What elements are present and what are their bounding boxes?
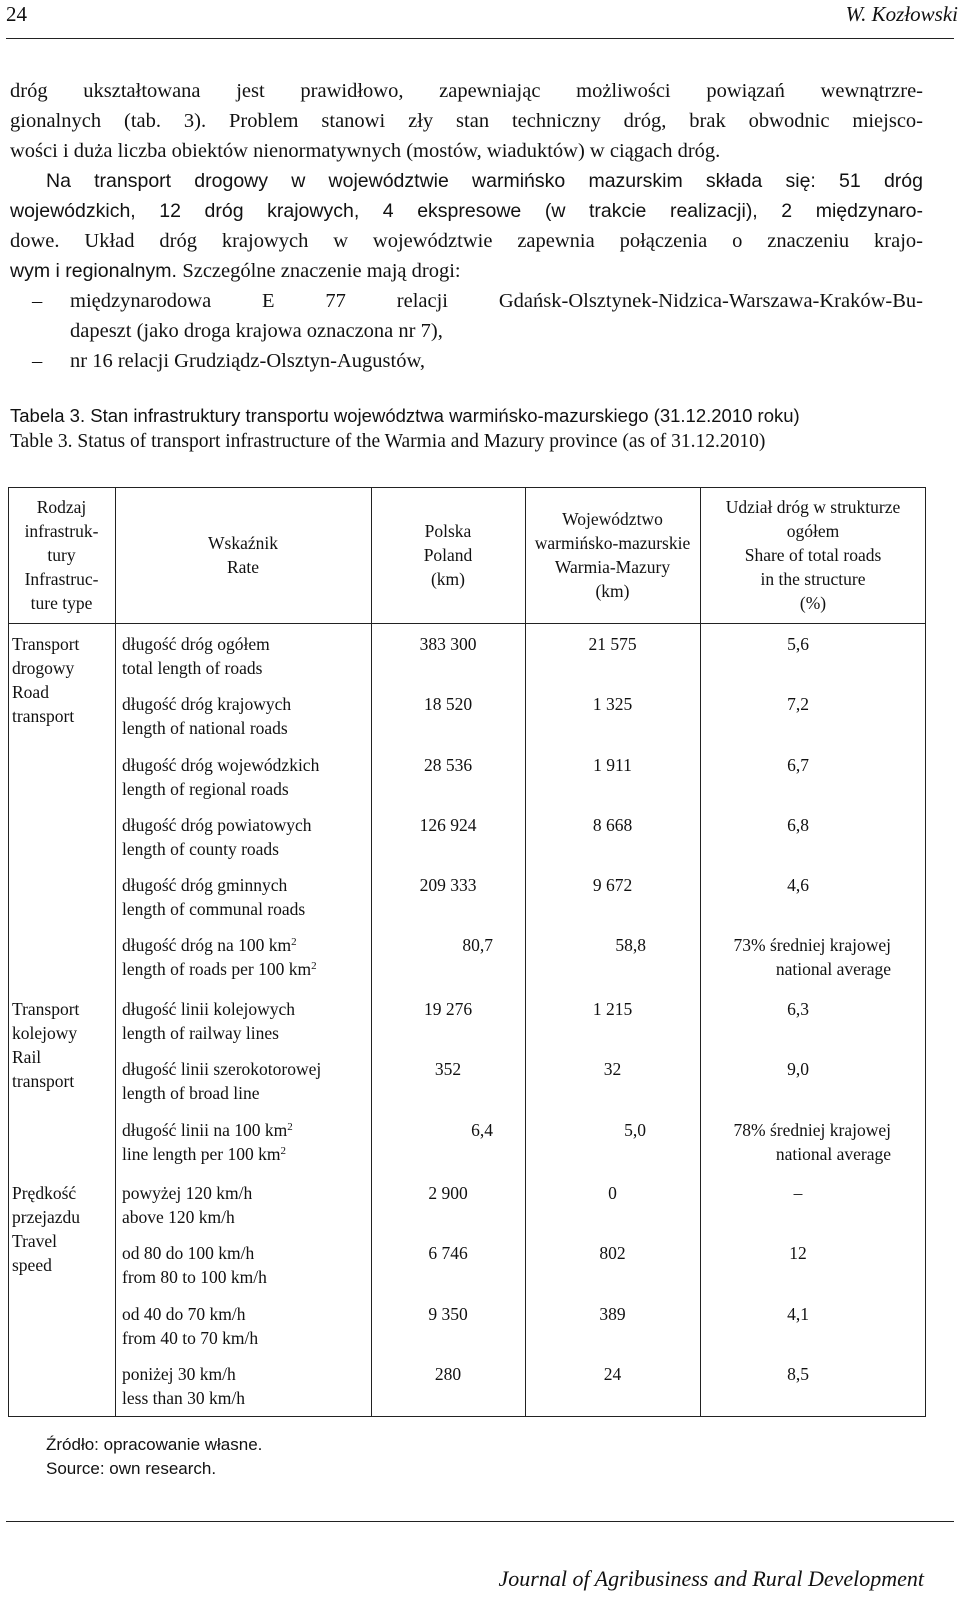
- group-line: Transport: [12, 634, 80, 654]
- rate-pl: [122, 1181, 252, 1205]
- poland-value: 80,7: [462, 935, 493, 955]
- list-item: [10, 286, 923, 346]
- group-line: Travel: [12, 1231, 58, 1251]
- rate-pl-text: długość dróg gminnych: [122, 875, 288, 895]
- table-source: [46, 1433, 262, 1481]
- header-share: [701, 495, 925, 615]
- rate-en-text: length of communal roads: [122, 899, 306, 919]
- paragraph-1: [10, 76, 923, 166]
- source-en: Source: own research.: [46, 1459, 217, 1478]
- text-line: dróg ukształtowana jest prawidłowo, zapewniając możliwości powiązań wewnątrzre-: [10, 80, 923, 102]
- rate-pl-text: długość linii kolejowych: [122, 999, 296, 1019]
- voivodeship-value: 8 668: [592, 815, 633, 835]
- rate-pl-text: od 80 do 100 km/h: [122, 1243, 255, 1263]
- rate-pl-text: długość dróg ogółem: [122, 634, 270, 654]
- share-value: 6,8: [787, 815, 809, 835]
- share-line: national average: [775, 1144, 891, 1164]
- group-line: speed: [12, 1255, 52, 1275]
- header-line: Poland: [423, 545, 473, 565]
- rate-en: [122, 656, 270, 680]
- poland-value: 6,4: [471, 1120, 493, 1140]
- list-item: [10, 346, 923, 376]
- group-line: transport: [12, 706, 75, 726]
- voivodeship-value: 0: [608, 1183, 617, 1203]
- table-caption-pl: Tabela 3. Stan infrastruktury transportu województwa warmińsko-mazurskiego (31.12.2010 roku): [10, 405, 800, 426]
- rate-pl-text: długość linii szerokotorowej: [122, 1059, 322, 1079]
- rate-en-text: line length per 100 km: [122, 1144, 281, 1164]
- rate-pl: [122, 873, 305, 897]
- rate-en-text: length of national roads: [122, 718, 288, 738]
- voivodeship-value: 802: [599, 1243, 626, 1263]
- share-value: 7,2: [787, 694, 809, 714]
- voivodeship-value: 24: [603, 1364, 622, 1384]
- voivodeship-value: 9 672: [592, 875, 633, 895]
- voivodeship-value: 58,8: [615, 935, 646, 955]
- rate-cell: [122, 997, 295, 1045]
- header-line: infrastruk-: [24, 521, 99, 541]
- running-head: W. Kozłowski: [845, 2, 958, 26]
- share-value: 9,0: [787, 1059, 809, 1079]
- rate-pl: [122, 1118, 293, 1142]
- bullet-dash: –: [32, 290, 43, 312]
- journal-title: Journal of Agribusiness and Rural Development: [498, 1566, 924, 1591]
- group-line: transport: [12, 1071, 75, 1091]
- group-line: przejazdu: [12, 1207, 81, 1227]
- share-value: [701, 933, 891, 981]
- header-voivodeship: [526, 507, 699, 603]
- voivodeship-value: 5,0: [624, 1120, 646, 1140]
- rate-pl-text: długość dróg krajowych: [122, 694, 292, 714]
- header-line: Rodzaj: [36, 497, 87, 517]
- group-line: Road: [12, 682, 49, 702]
- footer-rule: [6, 1521, 954, 1522]
- rate-en-text: above 120 km/h: [122, 1207, 235, 1227]
- rate-cell: [122, 753, 319, 801]
- share-value: 6,3: [787, 999, 809, 1019]
- paragraph-2: [10, 166, 923, 286]
- rate-en: [122, 777, 319, 801]
- poland-value: 352: [434, 1059, 462, 1079]
- page-number: 24: [6, 2, 27, 26]
- text-line: gionalnych (tab. 3). Problem stanowi zły stan techniczny dróg, brak obwodnic miejsco-: [10, 110, 923, 132]
- superscript: 2: [311, 960, 317, 972]
- group-road-transport: [12, 632, 79, 728]
- group-line: kolejowy: [12, 1023, 78, 1043]
- rate-en: [122, 716, 291, 740]
- rate-cell: [122, 632, 270, 680]
- rate-en-text: less than 30 km/h: [122, 1388, 245, 1408]
- bullet-dash: –: [32, 350, 43, 372]
- rate-cell: [122, 692, 291, 740]
- superscript: 2: [287, 1121, 293, 1133]
- rate-en: [122, 897, 305, 921]
- rate-cell: [122, 873, 305, 921]
- rate-pl: [122, 1057, 321, 1081]
- header-line: (km): [595, 581, 630, 601]
- rate-en: [122, 1386, 245, 1410]
- group-rail-transport: [12, 997, 79, 1093]
- rate-en: [122, 1326, 258, 1350]
- group-line: Rail: [12, 1047, 42, 1067]
- poland-value: 126 924: [419, 815, 477, 835]
- header-line: Udział dróg w strukturze: [725, 497, 901, 517]
- rate-pl: [122, 1241, 267, 1265]
- header-type: [9, 495, 114, 615]
- rate-en-text: length of broad line: [122, 1083, 260, 1103]
- rate-pl: [122, 813, 312, 837]
- poland-value: 209 333: [419, 875, 477, 895]
- rate-en: [122, 837, 312, 861]
- text-line: dowe. Układ dróg krajowych w województwie zapewnia połączenia o znaczeniu krajo-: [10, 230, 923, 252]
- header-line: ture type: [30, 593, 93, 613]
- group-line: Prędkość: [12, 1183, 77, 1203]
- rate-en: [122, 1021, 295, 1045]
- group-travel-speed: [12, 1181, 80, 1277]
- rate-pl: [122, 753, 319, 777]
- header-rate: [116, 531, 370, 579]
- rate-pl-text: długość dróg na 100 km: [122, 935, 292, 955]
- rate-en: [122, 1265, 267, 1289]
- column-divider: [115, 487, 116, 1417]
- rate-pl-text: długość linii na 100 km: [122, 1120, 288, 1140]
- poland-value: 6 746: [428, 1243, 468, 1263]
- rate-cell: [122, 1241, 267, 1289]
- rate-cell: [122, 813, 312, 861]
- share-value: 4,1: [787, 1304, 809, 1324]
- text-line: dapeszt (jako droga krajowa oznaczona nr 7),: [70, 320, 443, 342]
- share-line: national average: [775, 959, 891, 979]
- group-line: drogowy: [12, 658, 75, 678]
- share-value: –: [793, 1183, 803, 1203]
- superscript: 2: [280, 1145, 286, 1157]
- share-value: [701, 1118, 891, 1166]
- source-pl: Źródło: opracowanie własne.: [46, 1435, 263, 1454]
- rate-en: [122, 1205, 252, 1229]
- rate-cell: [122, 1181, 252, 1229]
- bullet-list: [10, 286, 923, 376]
- voivodeship-value: 1 215: [592, 999, 633, 1019]
- rate-pl: [122, 1302, 258, 1326]
- rate-pl-text: poniżej 30 km/h: [122, 1364, 236, 1384]
- voivodeship-value: 1 325: [592, 694, 633, 714]
- share-value: 12: [789, 1243, 807, 1263]
- rate-pl: [122, 632, 270, 656]
- superscript: 2: [291, 936, 297, 948]
- rate-en: [122, 957, 317, 981]
- header-line: tury: [47, 545, 76, 565]
- rate-cell: [122, 1057, 321, 1105]
- header-poland: [372, 519, 524, 591]
- share-line: 78% średniej krajowej: [733, 1120, 891, 1140]
- rate-pl-text: powyżej 120 km/h: [122, 1183, 253, 1203]
- header-line: Województwo: [562, 509, 663, 529]
- rate-pl: [122, 692, 291, 716]
- share-value: 8,5: [787, 1364, 809, 1384]
- poland-value: 18 520: [423, 694, 473, 714]
- poland-value: 19 276: [423, 999, 473, 1019]
- share-line: 73% średniej krajowej: [733, 935, 891, 955]
- header-line: warmińsko-mazurskie: [534, 533, 691, 553]
- header-line: Warmia-Mazury: [554, 557, 671, 577]
- voivodeship-value: 1 911: [593, 755, 632, 775]
- table-header-rule: [8, 623, 926, 624]
- text-line: wości i duża liczba obiektów nienormatywnych (mostów, wiaduktów) w ciągach dróg.: [10, 140, 721, 162]
- share-value: 6,7: [787, 755, 809, 775]
- voivodeship-value: 389: [599, 1304, 626, 1324]
- page-header: [6, 2, 954, 39]
- text-fragment: Szczególne znaczenie mają drogi:: [182, 260, 461, 282]
- poland-value: 280: [434, 1364, 462, 1384]
- poland-value: 9 350: [428, 1304, 468, 1324]
- share-value: 4,6: [787, 875, 809, 895]
- group-line: Transport: [12, 999, 80, 1019]
- poland-value: 28 536: [423, 755, 473, 775]
- rate-cell: [122, 1302, 258, 1350]
- rate-en: [122, 1142, 293, 1166]
- rate-pl-text: długość dróg wojewódzkich: [122, 755, 320, 775]
- rate-cell: [122, 1118, 293, 1166]
- rate-pl-text: długość dróg powiatowych: [122, 815, 312, 835]
- header-line: Infrastruc-: [24, 569, 99, 589]
- text-line: nr 16 relacji Grudziądz-Olsztyn-Augustów,: [70, 350, 426, 372]
- text-line: Na transport drogowy w województwie warmińsko mazurskim składa się: 51 dróg: [46, 170, 923, 192]
- header-line: (km): [430, 569, 466, 589]
- header-line: (%): [799, 593, 827, 613]
- poland-value: 383 300: [419, 634, 477, 654]
- rate-en-text: length of roads per 100 km: [122, 959, 312, 979]
- header-line: ogółem: [786, 521, 840, 541]
- header-line: Polska: [424, 521, 472, 541]
- rate-en-text: length of regional roads: [122, 779, 289, 799]
- rate-pl: [122, 997, 295, 1021]
- text-line: wojewódzkich, 12 dróg krajowych, 4 ekspresowe (w trakcie realizacji), 2 międzynaro-: [10, 200, 923, 222]
- rate-en-text: from 40 to 70 km/h: [122, 1328, 259, 1348]
- rate-en-text: from 80 to 100 km/h: [122, 1267, 267, 1287]
- rate-en-text: total length of roads: [122, 658, 263, 678]
- header-line: Rate: [226, 557, 260, 577]
- share-value: 5,6: [787, 634, 809, 654]
- rate-cell: [122, 1362, 245, 1410]
- text-line: [10, 256, 923, 286]
- text-fragment: wym i regionalnym.: [10, 260, 177, 282]
- rate-pl: [122, 1362, 245, 1386]
- rate-en-text: length of railway lines: [122, 1023, 279, 1043]
- voivodeship-value: 32: [603, 1059, 622, 1079]
- voivodeship-value: 21 575: [588, 634, 637, 654]
- header-line: Share of total roads: [744, 545, 882, 565]
- text-line: międzynarodowa E 77 relacji Gdańsk-Olsztynek-Nidzica-Warszawa-Kraków-Bu-: [70, 290, 923, 312]
- poland-value: 2 900: [428, 1183, 468, 1203]
- rate-pl-text: od 40 do 70 km/h: [122, 1304, 246, 1324]
- table-caption-en: Table 3. Status of transport infrastructure of the Warmia and Mazury province (as of 31.12.2010): [10, 431, 766, 452]
- header-line: Wskaźnik: [208, 533, 278, 553]
- header-line: in the structure: [760, 569, 866, 589]
- rate-en-text: length of county roads: [122, 839, 279, 859]
- rate-en: [122, 1081, 321, 1105]
- rate-pl: [122, 933, 317, 957]
- rate-cell: [122, 933, 317, 981]
